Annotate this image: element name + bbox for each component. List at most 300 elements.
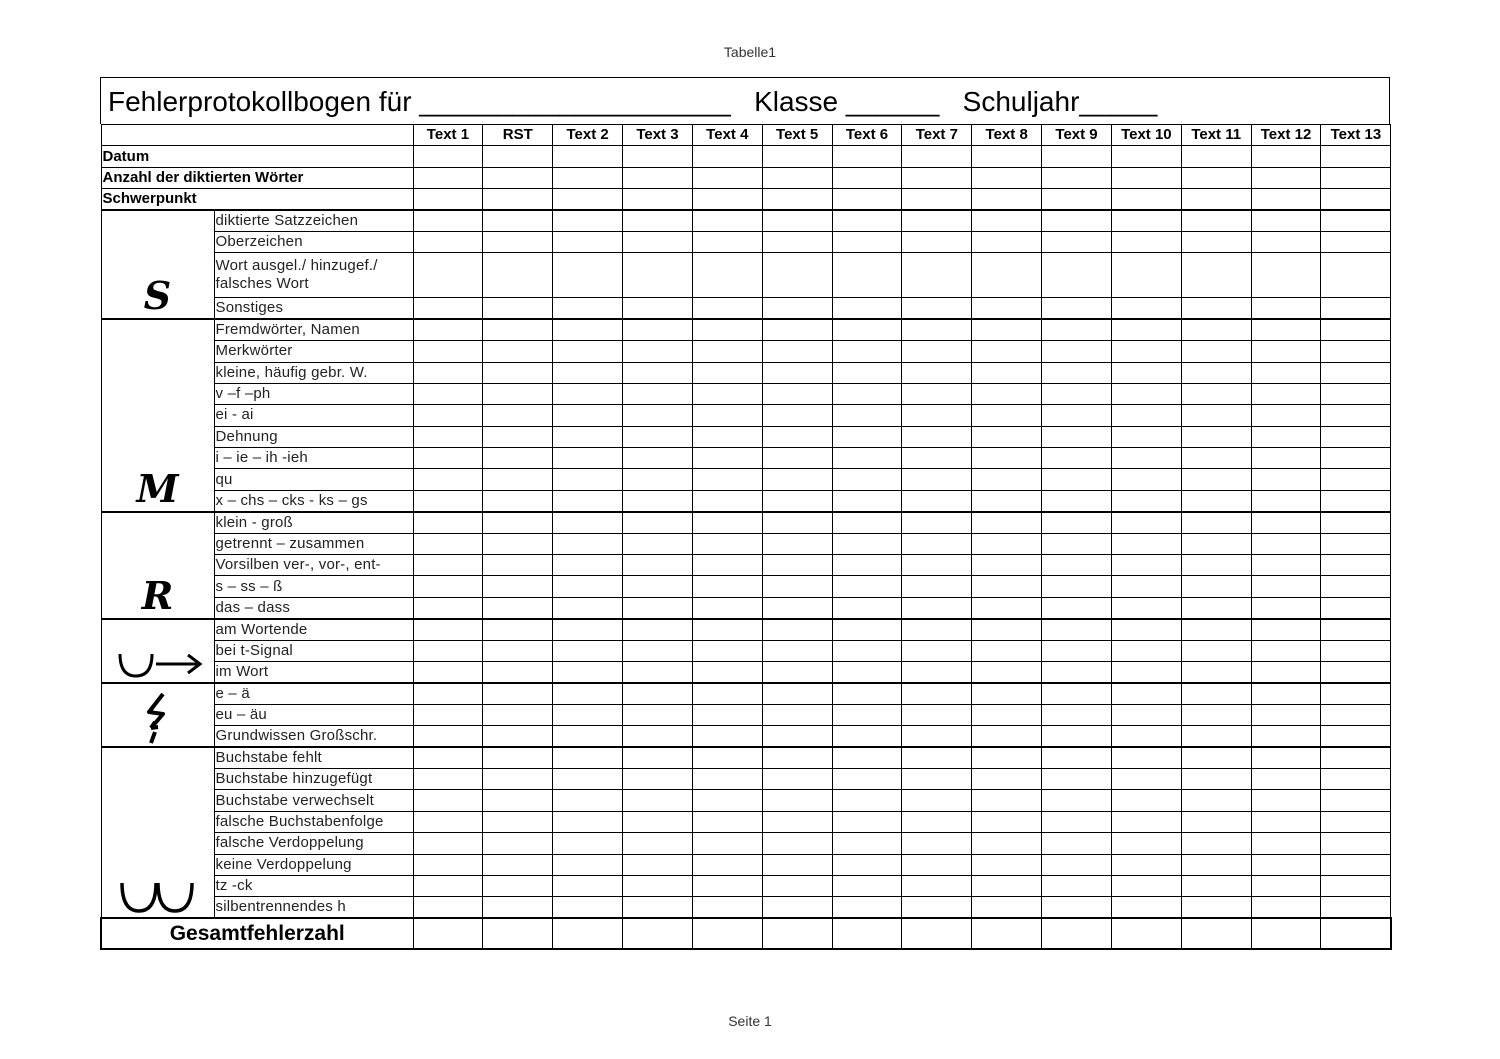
entry-cell[interactable] bbox=[553, 469, 623, 490]
entry-cell[interactable] bbox=[1181, 790, 1251, 811]
entry-cell[interactable] bbox=[902, 298, 972, 319]
entry-cell[interactable] bbox=[413, 167, 483, 188]
entry-cell[interactable] bbox=[692, 146, 762, 167]
entry-cell[interactable] bbox=[1111, 383, 1181, 404]
entry-cell[interactable] bbox=[1321, 790, 1391, 811]
entry-cell[interactable] bbox=[413, 726, 483, 747]
entry-cell[interactable] bbox=[1042, 146, 1112, 167]
entry-cell[interactable] bbox=[1042, 405, 1112, 426]
entry-cell[interactable] bbox=[1181, 512, 1251, 533]
entry-cell[interactable] bbox=[762, 319, 832, 340]
entry-cell[interactable] bbox=[1111, 704, 1181, 725]
entry-cell[interactable] bbox=[1251, 362, 1321, 383]
entry-cell[interactable] bbox=[832, 469, 902, 490]
entry-cell[interactable] bbox=[692, 811, 762, 832]
entry-cell[interactable] bbox=[1042, 726, 1112, 747]
entry-cell[interactable] bbox=[1042, 619, 1112, 640]
entry-cell[interactable] bbox=[762, 383, 832, 404]
entry-cell[interactable] bbox=[972, 146, 1042, 167]
entry-cell[interactable] bbox=[413, 790, 483, 811]
entry-cell[interactable] bbox=[623, 405, 693, 426]
entry-cell[interactable] bbox=[1251, 640, 1321, 661]
entry-cell[interactable] bbox=[1321, 811, 1391, 832]
entry-cell[interactable] bbox=[623, 362, 693, 383]
entry-cell[interactable] bbox=[1111, 683, 1181, 704]
entry-cell[interactable] bbox=[413, 811, 483, 832]
entry-cell[interactable] bbox=[902, 768, 972, 789]
entry-cell[interactable] bbox=[413, 619, 483, 640]
entry-cell[interactable] bbox=[413, 383, 483, 404]
entry-cell[interactable] bbox=[692, 210, 762, 231]
entry-cell[interactable] bbox=[1111, 918, 1181, 949]
entry-cell[interactable] bbox=[902, 790, 972, 811]
entry-cell[interactable] bbox=[692, 405, 762, 426]
entry-cell[interactable] bbox=[1181, 768, 1251, 789]
entry-cell[interactable] bbox=[413, 469, 483, 490]
entry-cell[interactable] bbox=[1111, 298, 1181, 319]
entry-cell[interactable] bbox=[692, 597, 762, 618]
entry-cell[interactable] bbox=[483, 490, 553, 511]
entry-cell[interactable] bbox=[972, 189, 1042, 210]
entry-cell[interactable] bbox=[1111, 833, 1181, 854]
entry-cell[interactable] bbox=[1111, 811, 1181, 832]
entry-cell[interactable] bbox=[413, 231, 483, 252]
entry-cell[interactable] bbox=[553, 512, 623, 533]
entry-cell[interactable] bbox=[692, 747, 762, 768]
entry-cell[interactable] bbox=[1251, 512, 1321, 533]
entry-cell[interactable] bbox=[1181, 640, 1251, 661]
entry-cell[interactable] bbox=[692, 362, 762, 383]
entry-cell[interactable] bbox=[483, 298, 553, 319]
entry-cell[interactable] bbox=[902, 319, 972, 340]
entry-cell[interactable] bbox=[1321, 469, 1391, 490]
entry-cell[interactable] bbox=[623, 576, 693, 597]
entry-cell[interactable] bbox=[1111, 448, 1181, 469]
entry-cell[interactable] bbox=[483, 661, 553, 682]
entry-cell[interactable] bbox=[623, 875, 693, 896]
entry-cell[interactable] bbox=[832, 533, 902, 554]
entry-cell[interactable] bbox=[972, 811, 1042, 832]
entry-cell[interactable] bbox=[762, 533, 832, 554]
entry-cell[interactable] bbox=[1321, 231, 1391, 252]
entry-cell[interactable] bbox=[1251, 897, 1321, 918]
entry-cell[interactable] bbox=[762, 167, 832, 188]
entry-cell[interactable] bbox=[972, 897, 1042, 918]
entry-cell[interactable] bbox=[902, 189, 972, 210]
entry-cell[interactable] bbox=[1042, 362, 1112, 383]
entry-cell[interactable] bbox=[623, 146, 693, 167]
entry-cell[interactable] bbox=[623, 790, 693, 811]
entry-cell[interactable] bbox=[1321, 854, 1391, 875]
entry-cell[interactable] bbox=[1181, 747, 1251, 768]
entry-cell[interactable] bbox=[972, 490, 1042, 511]
entry-cell[interactable] bbox=[623, 854, 693, 875]
entry-cell[interactable] bbox=[902, 469, 972, 490]
entry-cell[interactable] bbox=[1181, 167, 1251, 188]
entry-cell[interactable] bbox=[832, 854, 902, 875]
entry-cell[interactable] bbox=[972, 768, 1042, 789]
entry-cell[interactable] bbox=[1042, 319, 1112, 340]
entry-cell[interactable] bbox=[1181, 576, 1251, 597]
entry-cell[interactable] bbox=[553, 555, 623, 576]
entry-cell[interactable] bbox=[1042, 231, 1112, 252]
entry-cell[interactable] bbox=[553, 811, 623, 832]
entry-cell[interactable] bbox=[832, 811, 902, 832]
entry-cell[interactable] bbox=[1251, 319, 1321, 340]
entry-cell[interactable] bbox=[972, 661, 1042, 682]
entry-cell[interactable] bbox=[762, 918, 832, 949]
entry-cell[interactable] bbox=[1321, 619, 1391, 640]
entry-cell[interactable] bbox=[413, 747, 483, 768]
entry-cell[interactable] bbox=[1111, 854, 1181, 875]
entry-cell[interactable] bbox=[902, 533, 972, 554]
entry-cell[interactable] bbox=[1321, 918, 1391, 949]
entry-cell[interactable] bbox=[692, 426, 762, 447]
entry-cell[interactable] bbox=[1251, 768, 1321, 789]
entry-cell[interactable] bbox=[1181, 918, 1251, 949]
entry-cell[interactable] bbox=[623, 619, 693, 640]
entry-cell[interactable] bbox=[1181, 253, 1251, 298]
entry-cell[interactable] bbox=[692, 683, 762, 704]
entry-cell[interactable] bbox=[1111, 533, 1181, 554]
entry-cell[interactable] bbox=[1042, 469, 1112, 490]
entry-cell[interactable] bbox=[483, 597, 553, 618]
entry-cell[interactable] bbox=[483, 811, 553, 832]
entry-cell[interactable] bbox=[553, 918, 623, 949]
entry-cell[interactable] bbox=[1321, 362, 1391, 383]
entry-cell[interactable] bbox=[762, 341, 832, 362]
entry-cell[interactable] bbox=[902, 231, 972, 252]
entry-cell[interactable] bbox=[972, 790, 1042, 811]
entry-cell[interactable] bbox=[692, 897, 762, 918]
entry-cell[interactable] bbox=[623, 833, 693, 854]
entry-cell[interactable] bbox=[1111, 897, 1181, 918]
entry-cell[interactable] bbox=[902, 253, 972, 298]
entry-cell[interactable] bbox=[832, 231, 902, 252]
entry-cell[interactable] bbox=[553, 341, 623, 362]
entry-cell[interactable] bbox=[553, 704, 623, 725]
entry-cell[interactable] bbox=[692, 448, 762, 469]
entry-cell[interactable] bbox=[762, 790, 832, 811]
entry-cell[interactable] bbox=[1111, 231, 1181, 252]
entry-cell[interactable] bbox=[553, 405, 623, 426]
entry-cell[interactable] bbox=[762, 555, 832, 576]
entry-cell[interactable] bbox=[972, 576, 1042, 597]
entry-cell[interactable] bbox=[1042, 490, 1112, 511]
entry-cell[interactable] bbox=[1111, 790, 1181, 811]
entry-cell[interactable] bbox=[1321, 640, 1391, 661]
entry-cell[interactable] bbox=[553, 597, 623, 618]
entry-cell[interactable] bbox=[972, 918, 1042, 949]
entry-cell[interactable] bbox=[1111, 726, 1181, 747]
entry-cell[interactable] bbox=[1181, 189, 1251, 210]
entry-cell[interactable] bbox=[413, 597, 483, 618]
entry-cell[interactable] bbox=[902, 146, 972, 167]
entry-cell[interactable] bbox=[483, 512, 553, 533]
entry-cell[interactable] bbox=[832, 704, 902, 725]
entry-cell[interactable] bbox=[1111, 341, 1181, 362]
entry-cell[interactable] bbox=[1321, 167, 1391, 188]
entry-cell[interactable] bbox=[413, 341, 483, 362]
entry-cell[interactable] bbox=[762, 704, 832, 725]
entry-cell[interactable] bbox=[1251, 833, 1321, 854]
entry-cell[interactable] bbox=[692, 189, 762, 210]
entry-cell[interactable] bbox=[1321, 768, 1391, 789]
entry-cell[interactable] bbox=[623, 918, 693, 949]
entry-cell[interactable] bbox=[413, 661, 483, 682]
entry-cell[interactable] bbox=[762, 189, 832, 210]
entry-cell[interactable] bbox=[623, 704, 693, 725]
entry-cell[interactable] bbox=[762, 210, 832, 231]
entry-cell[interactable] bbox=[1042, 512, 1112, 533]
entry-cell[interactable] bbox=[1321, 490, 1391, 511]
entry-cell[interactable] bbox=[483, 167, 553, 188]
entry-cell[interactable] bbox=[1181, 426, 1251, 447]
entry-cell[interactable] bbox=[762, 298, 832, 319]
entry-cell[interactable] bbox=[902, 167, 972, 188]
entry-cell[interactable] bbox=[483, 319, 553, 340]
entry-cell[interactable] bbox=[1321, 512, 1391, 533]
entry-cell[interactable] bbox=[972, 167, 1042, 188]
entry-cell[interactable] bbox=[832, 405, 902, 426]
entry-cell[interactable] bbox=[1042, 897, 1112, 918]
entry-cell[interactable] bbox=[692, 167, 762, 188]
entry-cell[interactable] bbox=[1181, 597, 1251, 618]
entry-cell[interactable] bbox=[692, 619, 762, 640]
entry-cell[interactable] bbox=[972, 319, 1042, 340]
entry-cell[interactable] bbox=[1251, 210, 1321, 231]
entry-cell[interactable] bbox=[483, 576, 553, 597]
entry-cell[interactable] bbox=[1181, 619, 1251, 640]
entry-cell[interactable] bbox=[1111, 167, 1181, 188]
entry-cell[interactable] bbox=[553, 210, 623, 231]
entry-cell[interactable] bbox=[692, 854, 762, 875]
entry-cell[interactable] bbox=[1042, 833, 1112, 854]
entry-cell[interactable] bbox=[1111, 469, 1181, 490]
entry-cell[interactable] bbox=[1042, 661, 1112, 682]
entry-cell[interactable] bbox=[1042, 683, 1112, 704]
entry-cell[interactable] bbox=[1251, 469, 1321, 490]
entry-cell[interactable] bbox=[902, 726, 972, 747]
entry-cell[interactable] bbox=[623, 597, 693, 618]
entry-cell[interactable] bbox=[483, 253, 553, 298]
entry-cell[interactable] bbox=[1181, 875, 1251, 896]
entry-cell[interactable] bbox=[1251, 426, 1321, 447]
entry-cell[interactable] bbox=[553, 253, 623, 298]
entry-cell[interactable] bbox=[832, 426, 902, 447]
entry-cell[interactable] bbox=[623, 811, 693, 832]
entry-cell[interactable] bbox=[1321, 833, 1391, 854]
entry-cell[interactable] bbox=[762, 469, 832, 490]
entry-cell[interactable] bbox=[692, 555, 762, 576]
entry-cell[interactable] bbox=[972, 747, 1042, 768]
entry-cell[interactable] bbox=[1321, 597, 1391, 618]
entry-cell[interactable] bbox=[972, 298, 1042, 319]
entry-cell[interactable] bbox=[1321, 319, 1391, 340]
entry-cell[interactable] bbox=[972, 833, 1042, 854]
entry-cell[interactable] bbox=[483, 768, 553, 789]
entry-cell[interactable] bbox=[483, 469, 553, 490]
entry-cell[interactable] bbox=[902, 597, 972, 618]
entry-cell[interactable] bbox=[972, 448, 1042, 469]
entry-cell[interactable] bbox=[902, 405, 972, 426]
entry-cell[interactable] bbox=[762, 619, 832, 640]
entry-cell[interactable] bbox=[1111, 640, 1181, 661]
entry-cell[interactable] bbox=[762, 661, 832, 682]
entry-cell[interactable] bbox=[1321, 555, 1391, 576]
entry-cell[interactable] bbox=[972, 210, 1042, 231]
entry-cell[interactable] bbox=[972, 555, 1042, 576]
entry-cell[interactable] bbox=[762, 726, 832, 747]
entry-cell[interactable] bbox=[972, 253, 1042, 298]
entry-cell[interactable] bbox=[1181, 362, 1251, 383]
entry-cell[interactable] bbox=[1321, 298, 1391, 319]
entry-cell[interactable] bbox=[762, 146, 832, 167]
entry-cell[interactable] bbox=[902, 811, 972, 832]
entry-cell[interactable] bbox=[832, 619, 902, 640]
entry-cell[interactable] bbox=[623, 555, 693, 576]
entry-cell[interactable] bbox=[902, 619, 972, 640]
entry-cell[interactable] bbox=[1251, 490, 1321, 511]
entry-cell[interactable] bbox=[553, 189, 623, 210]
entry-cell[interactable] bbox=[483, 747, 553, 768]
entry-cell[interactable] bbox=[692, 704, 762, 725]
entry-cell[interactable] bbox=[762, 747, 832, 768]
entry-cell[interactable] bbox=[1321, 253, 1391, 298]
entry-cell[interactable] bbox=[623, 747, 693, 768]
entry-cell[interactable] bbox=[623, 726, 693, 747]
entry-cell[interactable] bbox=[1181, 683, 1251, 704]
entry-cell[interactable] bbox=[1321, 747, 1391, 768]
entry-cell[interactable] bbox=[1042, 189, 1112, 210]
entry-cell[interactable] bbox=[1042, 448, 1112, 469]
entry-cell[interactable] bbox=[413, 319, 483, 340]
entry-cell[interactable] bbox=[902, 383, 972, 404]
entry-cell[interactable] bbox=[413, 875, 483, 896]
entry-cell[interactable] bbox=[972, 854, 1042, 875]
entry-cell[interactable] bbox=[1321, 448, 1391, 469]
entry-cell[interactable] bbox=[1251, 555, 1321, 576]
entry-cell[interactable] bbox=[902, 747, 972, 768]
entry-cell[interactable] bbox=[762, 833, 832, 854]
entry-cell[interactable] bbox=[483, 362, 553, 383]
entry-cell[interactable] bbox=[553, 231, 623, 252]
entry-cell[interactable] bbox=[762, 897, 832, 918]
entry-cell[interactable] bbox=[832, 597, 902, 618]
entry-cell[interactable] bbox=[832, 555, 902, 576]
entry-cell[interactable] bbox=[553, 448, 623, 469]
entry-cell[interactable] bbox=[1181, 704, 1251, 725]
entry-cell[interactable] bbox=[1111, 555, 1181, 576]
entry-cell[interactable] bbox=[1321, 576, 1391, 597]
entry-cell[interactable] bbox=[483, 619, 553, 640]
entry-cell[interactable] bbox=[1251, 854, 1321, 875]
entry-cell[interactable] bbox=[413, 490, 483, 511]
entry-cell[interactable] bbox=[1181, 298, 1251, 319]
entry-cell[interactable] bbox=[832, 790, 902, 811]
entry-cell[interactable] bbox=[483, 448, 553, 469]
entry-cell[interactable] bbox=[623, 683, 693, 704]
entry-cell[interactable] bbox=[1251, 726, 1321, 747]
entry-cell[interactable] bbox=[1042, 811, 1112, 832]
entry-cell[interactable] bbox=[553, 533, 623, 554]
entry-cell[interactable] bbox=[692, 490, 762, 511]
entry-cell[interactable] bbox=[692, 319, 762, 340]
entry-cell[interactable] bbox=[623, 448, 693, 469]
entry-cell[interactable] bbox=[623, 210, 693, 231]
entry-cell[interactable] bbox=[1181, 469, 1251, 490]
entry-cell[interactable] bbox=[762, 683, 832, 704]
entry-cell[interactable] bbox=[1321, 661, 1391, 682]
entry-cell[interactable] bbox=[902, 833, 972, 854]
entry-cell[interactable] bbox=[553, 146, 623, 167]
entry-cell[interactable] bbox=[1181, 661, 1251, 682]
entry-cell[interactable] bbox=[972, 875, 1042, 896]
entry-cell[interactable] bbox=[413, 768, 483, 789]
entry-cell[interactable] bbox=[1321, 405, 1391, 426]
entry-cell[interactable] bbox=[972, 640, 1042, 661]
entry-cell[interactable] bbox=[1111, 875, 1181, 896]
entry-cell[interactable] bbox=[483, 533, 553, 554]
entry-cell[interactable] bbox=[1111, 619, 1181, 640]
entry-cell[interactable] bbox=[483, 383, 553, 404]
entry-cell[interactable] bbox=[762, 811, 832, 832]
entry-cell[interactable] bbox=[413, 833, 483, 854]
entry-cell[interactable] bbox=[1321, 704, 1391, 725]
entry-cell[interactable] bbox=[1042, 790, 1112, 811]
entry-cell[interactable] bbox=[692, 231, 762, 252]
entry-cell[interactable] bbox=[553, 167, 623, 188]
entry-cell[interactable] bbox=[692, 576, 762, 597]
entry-cell[interactable] bbox=[1181, 490, 1251, 511]
entry-cell[interactable] bbox=[762, 597, 832, 618]
entry-cell[interactable] bbox=[623, 533, 693, 554]
entry-cell[interactable] bbox=[413, 426, 483, 447]
entry-cell[interactable] bbox=[692, 512, 762, 533]
entry-cell[interactable] bbox=[1321, 341, 1391, 362]
entry-cell[interactable] bbox=[413, 189, 483, 210]
entry-cell[interactable] bbox=[413, 298, 483, 319]
entry-cell[interactable] bbox=[413, 362, 483, 383]
entry-cell[interactable] bbox=[972, 619, 1042, 640]
entry-cell[interactable] bbox=[832, 448, 902, 469]
entry-cell[interactable] bbox=[1111, 319, 1181, 340]
entry-cell[interactable] bbox=[762, 448, 832, 469]
entry-cell[interactable] bbox=[1251, 704, 1321, 725]
entry-cell[interactable] bbox=[972, 683, 1042, 704]
entry-cell[interactable] bbox=[832, 833, 902, 854]
entry-cell[interactable] bbox=[902, 683, 972, 704]
entry-cell[interactable] bbox=[1321, 189, 1391, 210]
entry-cell[interactable] bbox=[553, 576, 623, 597]
entry-cell[interactable] bbox=[413, 704, 483, 725]
entry-cell[interactable] bbox=[1251, 576, 1321, 597]
entry-cell[interactable] bbox=[623, 426, 693, 447]
entry-cell[interactable] bbox=[413, 897, 483, 918]
entry-cell[interactable] bbox=[1321, 210, 1391, 231]
entry-cell[interactable] bbox=[832, 576, 902, 597]
entry-cell[interactable] bbox=[762, 875, 832, 896]
entry-cell[interactable] bbox=[1042, 854, 1112, 875]
entry-cell[interactable] bbox=[902, 426, 972, 447]
entry-cell[interactable] bbox=[483, 704, 553, 725]
entry-cell[interactable] bbox=[762, 362, 832, 383]
entry-cell[interactable] bbox=[692, 383, 762, 404]
entry-cell[interactable] bbox=[1321, 146, 1391, 167]
entry-cell[interactable] bbox=[832, 362, 902, 383]
entry-cell[interactable] bbox=[1181, 231, 1251, 252]
entry-cell[interactable] bbox=[553, 854, 623, 875]
